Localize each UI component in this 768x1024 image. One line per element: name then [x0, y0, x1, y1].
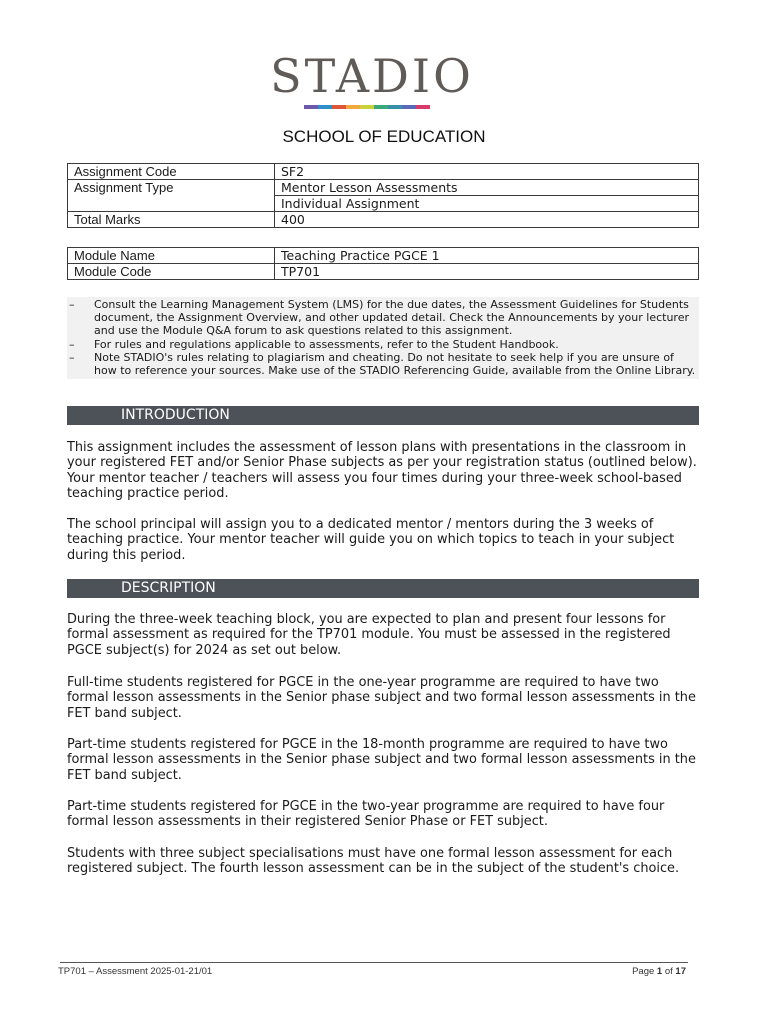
list-item	[67, 338, 699, 351]
bullet: –	[69, 337, 75, 351]
note-text: Consult the Learning Management System (LMS) for the due dates, the Assessment Guidelines for Students document, the Assignment Overview, and other updated detail. Check the Announcements by your lecturer and use the Module Q&A forum to ask questions related to this assignment.	[94, 298, 690, 338]
assignment-info-table	[67, 163, 699, 228]
table-row	[68, 264, 699, 280]
assignment-type-value: Mentor Lesson Assessments	[275, 180, 699, 196]
module-code-label: Module Code	[68, 264, 275, 280]
note-text: Note STADIO's rules relating to plagiarism and cheating. Do not hesitate to seek help if you are unsure of how to reference your sources. Make use of the STADIO Referencing Guide, available from the Online Library.	[94, 350, 696, 378]
paragraph: During the three-week teaching block, you are expected to plan and present four lessons for formal assessment as required for the TP701 module. You must be assessed in the registered PGCE subject(s) for 2024 as set out below.	[67, 612, 671, 658]
module-name-label: Module Name	[68, 248, 275, 264]
description-heading	[67, 579, 699, 598]
instructions-notes	[67, 297, 699, 379]
section-heading-text: INTRODUCTION	[121, 407, 230, 423]
paragraph: Part-time students registered for PGCE in the 18-month programme are required to have two formal lesson assessments in the Senior phase subject and two formal lesson assessments in the FET band subject.	[67, 737, 696, 783]
table-row	[68, 164, 699, 180]
school-title: SCHOOL OF EDUCATION	[282, 127, 486, 146]
logo-color-bar	[304, 105, 430, 109]
introduction-heading	[67, 406, 699, 425]
list-item	[67, 298, 699, 338]
assignment-type-value-2: Individual Assignment	[275, 196, 699, 212]
logo-bar-segment	[360, 105, 374, 109]
page-mid: of	[662, 966, 676, 977]
logo-bar-segment	[416, 105, 430, 109]
table-row	[68, 248, 699, 264]
page-current: 1	[656, 966, 663, 977]
footer-document-id: TP701 – Assessment 2025-01-21/01	[58, 966, 213, 977]
module-code-value: TP701	[275, 264, 699, 280]
bullet: –	[69, 298, 75, 311]
total-marks-label: Total Marks	[68, 212, 275, 228]
page-prefix: Page	[632, 966, 657, 977]
page-total: 17	[675, 966, 686, 977]
assignment-code-value: SF2	[275, 164, 699, 180]
module-info-table	[67, 247, 699, 280]
note-text: For rules and regulations applicable to assessments, refer to the Student Handbook.	[94, 337, 559, 351]
footer-divider	[60, 962, 688, 963]
logo-bar-segment	[388, 105, 402, 109]
table-row	[68, 180, 699, 196]
logo-text: STADIO	[270, 49, 474, 103]
paragraph: This assignment includes the assessment of lesson plans with presentations in the classroom in your registered FET and/or Senior Phase subjects as per your registration status (outlined below). Your mentor teacher / teachers will assess you four times during your three-week school-based teaching practice period.	[67, 440, 697, 502]
list-item	[67, 351, 699, 377]
module-name-value: Teaching Practice PGCE 1	[275, 248, 699, 264]
page-number	[632, 966, 686, 977]
assignment-code-label: Assignment Code	[68, 164, 275, 180]
total-marks-value: 400	[275, 212, 699, 228]
table-row	[68, 212, 699, 228]
logo-bar-segment	[402, 105, 416, 109]
logo-bar-segment	[332, 105, 346, 109]
paragraph: Full-time students registered for PGCE in the one-year programme are required to have two formal lesson assessments in the Senior phase subject and two formal lesson assessments in the FET band subject.	[67, 675, 696, 721]
bullet: –	[69, 350, 75, 364]
logo-bar-segment	[374, 105, 388, 109]
logo-bar-segment	[304, 105, 318, 109]
assignment-type-label: Assignment Type	[68, 180, 275, 212]
paragraph: Part-time students registered for PGCE in the two-year programme are required to have four formal lesson assessments in their registered Senior Phase or FET subject.	[67, 799, 665, 830]
logo-bar-segment	[318, 105, 332, 109]
paragraph: The school principal will assign you to a dedicated mentor / mentors during the 3 weeks of teaching practice. Your mentor teacher will guide you on which topics to teach in your subject during this period.	[67, 517, 675, 563]
paragraph: Students with three subject specialisations must have one formal lesson assessment for each registered subject. The fourth lesson assessment can be in the subject of the student's choice.	[67, 846, 680, 877]
logo-bar-segment	[346, 105, 360, 109]
stadio-logo	[258, 50, 486, 112]
section-heading-text: DESCRIPTION	[121, 580, 216, 596]
